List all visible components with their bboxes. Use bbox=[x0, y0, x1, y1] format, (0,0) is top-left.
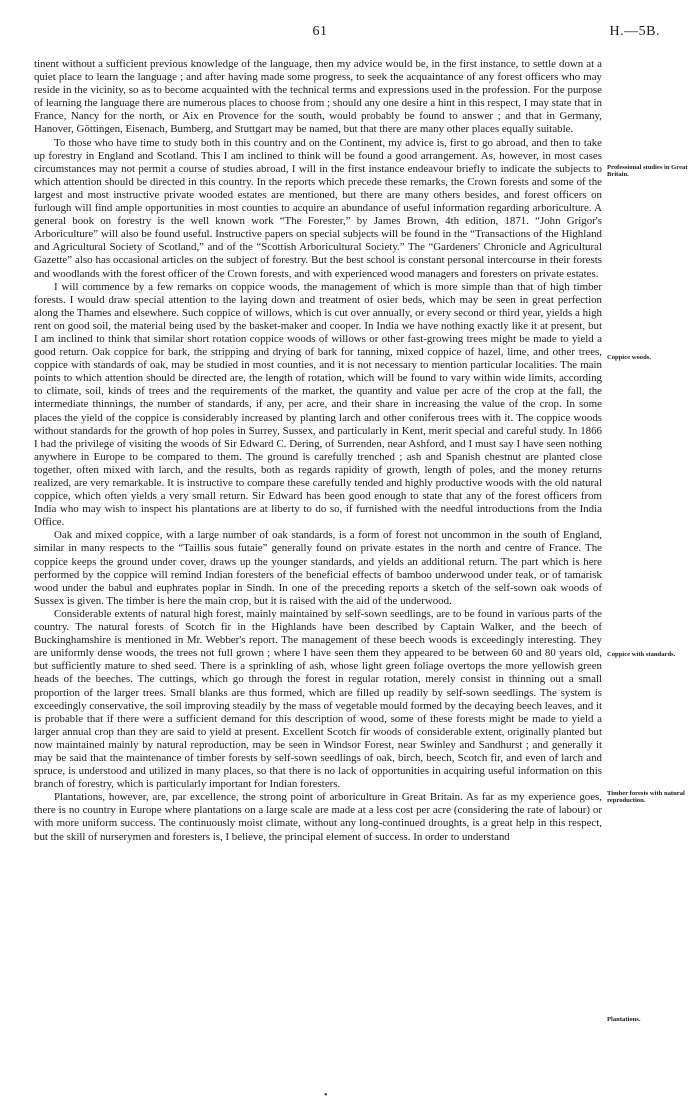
body-text bbox=[34, 58, 602, 844]
paragraph-coppice-with-standards: Oak and mixed coppice, with a large number of oak standards, is a form of forest not uncommon in the south of England, similar in many respects to the “Taillis sous futaie” generally found on private estates in the north and centre of France. The coppice keeps the ground under cover, draws up the younger standards, and yields an additional return. The part which is here performed by the coppice will remind Indian foresters of the beneficial effects of bamboo underwood under teak, or of tamarisk wood under the babul and euphrates poplar in Sindh. In one of the preceding reports a sketch of the self-sown oak woods of Sussex is given. The timber is here the main crop, but it is raised with the aid of the underwood. bbox=[34, 529, 602, 607]
paragraph-continuation: tinent without a sufficient previous knowledge of the language, then my advice would be, in the first instance, to settle down at a quiet place to learn the language ; and after having made some progress, to seek the acquaintance of any forest officers who may reside in the vicinity, so as to become acquainted with the technical terms and expressions used in the profession. For the purpose of learning the language there are numerous places to choose from ; should any one desire a hint in this respect, I may state that in France, Nancy for the north, or Aix en Provence for the south, would probably be found to answer ; and that in Germany, Hanover, Göttingen, Eisenach, Bumberg, and Stuttgart may be named, but that there are many other places equally suitable. bbox=[34, 58, 602, 136]
margin-note-plantations: Plantations. bbox=[607, 1016, 641, 1023]
margin-note-coppice-with-standards: Coppice with standards. bbox=[607, 651, 676, 658]
margin-note-coppice-woods: Coppice woods. bbox=[607, 354, 651, 361]
paragraph-plantations: Plantations, however, are, par excellence, the strong point of arboriculture in Great Britain. As far as my experience goes, there is no country in Europe where plantations on a large scale are made at a less cost per acre (considering the rate of labour) or with more uniform success. The continuously moist climate, without any long-continued droughts, is a great help in this respect, but the skill of nurserymen and foresters is, I believe, the principal element of success. In order to understand bbox=[34, 791, 602, 843]
paragraph-coppice-woods: I will commence by a few remarks on coppice woods, the management of which is more simple than that of high timber forests. I would draw special attention to the laying down and treatment of osier beds, which may be seen in great perfection along the Thames and elsewhere. Such coppice of willows, which is cut over annually, or every second or third year, yields a high rent on good soil, the material being used by the basket-maker and cooper. In India we have nothing exactly like it at present, but I am inclined to think that similar short rotation coppice woods of willows or other fast-growing trees might be made to yield a good return. Oak coppice for bark, the stripping and drying of bark for tanning, mixed coppice of hazel, lime, and other trees, coppice with standards of oak, may be studied in most counties, and it is not necessary to mention particular localities. The main points to which attention should be directed are, the length of rotation, which will be found to vary within wide limits, according to climate, soil, kinds of trees and the requirements of the market, the quantity and value per acre of the crop at the fall, the intermediate thinnings, the number of standards, if any, per acre, and their share in increasing the value of the crop. In some places the yield of the coppice is considerably increased by planting larch and other coniferous trees with it. The coppice woods without standards for the growth of hop poles in Surrey, Sussex, and particularly in Kent, merit special and careful study. In 1866 I had the privilege of visiting the woods of Sir Edward C. Dering, of Surrenden, near Ashford, and I must say I have seen nothing anywhere in Europe to be compared to them. The ground is carefully trenched ; ash and Spanish chestnut are planted close together, often mixed with larch, and the results, both as regards rapidity of growth, length of poles, and the money returns realized, are very remarkable. It is instructive to compare these carefully tended and highly productive woods with the old natural coppice, which often yields a very small return. Sir Edward has been good enough to state that any of the forest officers from India who may wish to inspect his plantations are at liberty to do so, if furnished with the needful introductions from the India Office. bbox=[34, 280, 602, 529]
paragraph-timber-forests: Considerable extents of natural high forest, mainly maintained by self-sown seedlings, are to be found in various parts of the country. The natural forests of Scotch fir in the Highlands have been described by Captain Walker, and the beech of Buckinghamshire is mentioned in Mr. Webber's report. The management of these beech woods is exceedingly interesting. They are uniformly dense woods, the trees not full grown ; where I have seen them they appeared to be between 60 and 80 years old, but sufficiently mature to shed seed. There is a sprinkling of ash, whose light green foliage overtops the more yellowish green heads of the beeches. The cuttings, which go through the forest in regular rotation, merely consist in thinning out a small proportion of the larger trees. Small blanks are thus formed, which are filled up readily by self-sown seedlings. The system is exceedingly conservative, the soil improving steadily by the mass of vegetable mould formed by the decaying beech leaves, and it is probable that if there were a sufficient demand for this description of wood, some of these forests might be made to yield a larger annual crop than they are said to yield at present. Excellent Scotch fir woods of considerable extent, originally planted but now maintained mainly by natural reproduction, may be seen in Windsor Forest, near Swinley and Sandhurst ; and generally it may be said that the maintenance of timber forests by self-sown seedlings of oak, birch, beech, Scotch fir, and even of larch and spruce, is understood and utilized in many places, so that there is no lack of opportunities in acquiring useful information on this branch of forestry, which is particularly important for Indian foresters. bbox=[34, 607, 602, 791]
page-header bbox=[0, 24, 700, 44]
document-reference: H.—5B. bbox=[609, 24, 660, 39]
page-number: 61 bbox=[312, 24, 328, 39]
margin-note-timber-forests: Timber forests with natural reproduction. bbox=[607, 790, 685, 805]
paragraph-professional-studies: To those who have time to study both in this country and on the Continent, my advice is, first to go abroad, and then to take up forestry in England and Scotland. This I am inclined to think will be found a good arrangement. As, however, in most cases circumstances may not permit a course of studies abroad, I will in the first instance endeavour briefly to indicate the subjects to which attention should be directed in this country. In the reports which precede these remarks, the Crown forests and some of the largest and most instructive private wooded estates are mentioned, but there are many others besides, and forest officers on furlough will find ample opportunities in most counties to acquire an abundance of useful information regarding arboriculture. A general book on forestry is the well known work “The Forester,” by James Brown, 4th edition, 1871. “John Grigor's Arboriculture” will also be found useful. Instructive papers on special subjects will be found in the “Transactions of the Highland and Agricultural Society of Scotland,” and of the “Scottish Arboricultural Society.” The “Gardeners' Chronicle and Agricultural Gazette” also has occasional articles on the subject of forestry. But the best school is constant personal intercourse in their forests and woodlands with the forest officer of the Crown forests, and with experienced wood managers and foresters on private estates. bbox=[34, 136, 602, 280]
margin-note-professional-studies: Professional studies in Great Britain. bbox=[607, 164, 688, 179]
footer-mark: • bbox=[324, 1090, 328, 1101]
